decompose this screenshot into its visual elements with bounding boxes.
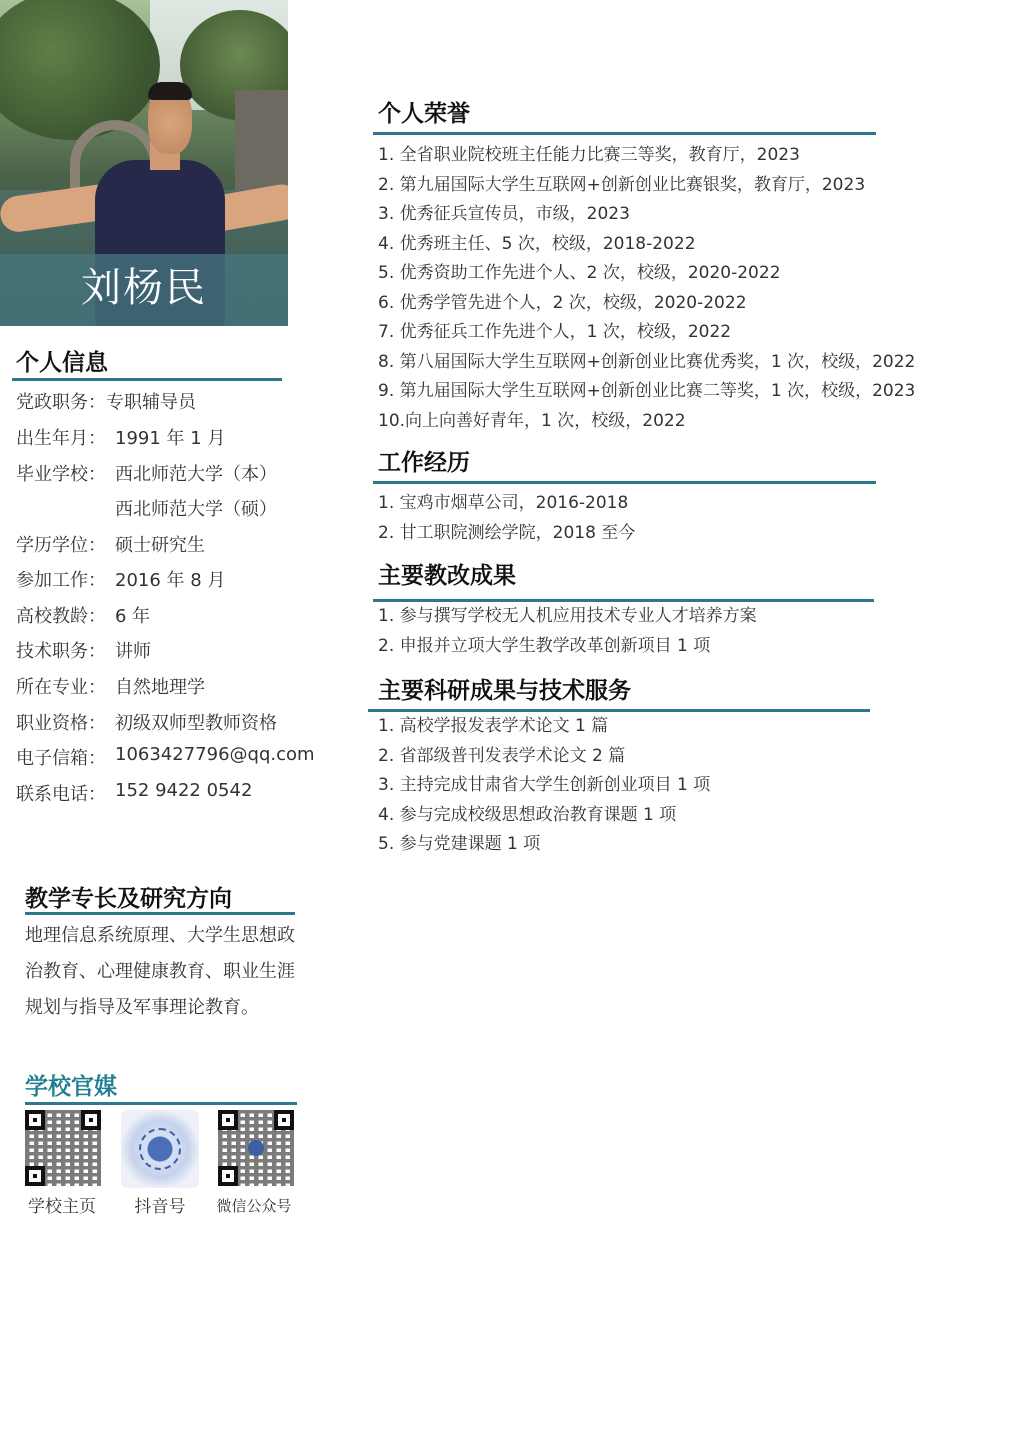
qr-finder [25,1110,45,1130]
info-label: 毕业学校： [16,464,106,485]
info-label: 技术职务： [16,641,106,662]
reform-title: 主要教改成果 [378,563,516,589]
photo-tree [0,0,160,140]
list-item: 7. 优秀征兵工作先进个人，1 次，校级，2022 [378,322,732,342]
info-value: 西北师范大学（本） [115,464,277,485]
info-row [16,709,277,739]
list-item: 4. 优秀班主任、5 次，校级，2018-2022 [378,233,696,254]
phone-value: 152 9422 0542 [115,780,253,801]
work-title: 工作经历 [378,450,470,476]
list-item: 1. 宝鸡市烟草公司，2016-2018 [378,493,629,513]
info-label: 电子信箱： [16,748,106,769]
list-item: 3. 优秀征兵宣传员，市级，2023 [378,204,630,224]
info-row [16,637,151,667]
honors-list [378,141,915,436]
qr-finder [218,1110,238,1130]
qr-finder [274,1110,294,1130]
teaching-title: 教学专长及研究方向 [25,886,232,912]
list-item: 5. 参与党建课题 1 项 [378,834,541,854]
qr-label: 微信公众号 [216,1197,292,1215]
info-row [16,673,205,703]
info-row [16,388,196,418]
info-value: 初级双师型教师资格 [115,713,277,734]
info-label: 参加工作： [16,570,106,591]
qr-finder [218,1166,238,1186]
info-value: 硕士研究生 [115,535,205,556]
qr-code-homepage[interactable] [25,1110,101,1186]
section-divider [25,1102,297,1105]
work-list [378,489,635,548]
photo-hair [148,82,192,100]
section-divider [25,912,295,915]
section-divider [373,481,876,484]
teaching-text: 地理信息系统原理、大学生思想政治教育、心理健康教育、职业生涯规划与指导及军事理论教育。 [25,925,295,1018]
list-item: 2. 省部级普刊发表学术论文 2 篇 [378,745,626,766]
qr-finder [25,1166,45,1186]
person-name: 刘杨民 [81,265,207,311]
section-divider [373,132,876,135]
info-value: 2016 年 8 月 [115,570,226,591]
list-item: 1. 全省职业院校班主任能力比赛三等奖，教育厅，2023 [378,145,800,165]
info-label: 高校教龄： [16,606,106,627]
info-label: 党政职务： [16,392,106,413]
reform-list [378,602,757,661]
school-logo-icon [248,1140,264,1156]
info-label: 出生年月： [16,428,106,449]
school-logo-icon [139,1128,181,1170]
list-item: 2. 甘工职院测绘学院，2018 至今 [378,522,636,543]
qr-label: 抖音号 [134,1197,186,1217]
info-row [16,602,151,632]
research-list [378,712,710,860]
info-row [16,780,253,810]
email-value[interactable]: 1063427796@qq.com [115,744,315,765]
douyin-qr-code[interactable] [121,1110,199,1188]
honors-title: 个人荣誉 [378,101,470,127]
personal-info-title: 个人信息 [16,350,108,376]
info-row [16,744,315,774]
info-value: 西北师范大学（硕） [115,499,277,520]
section-divider [12,378,282,381]
list-item: 6. 优秀学管先进个人，2 次，校级，2020-2022 [378,292,747,313]
profile-photo [0,0,288,326]
info-row [16,531,205,561]
qr-finder [81,1110,101,1130]
qr-code-wechat[interactable] [218,1110,294,1186]
list-item: 2. 第九届国际大学生互联网+创新创业比赛银奖，教育厅，2023 [378,174,866,195]
list-item: 2. 申报并立项大学生教学改革创新项目 1 项 [378,635,711,656]
info-label: 所在专业： [16,677,106,698]
list-item: 5. 优秀资助工作先进个人、2 次，校级，2020-2022 [378,263,781,283]
info-row [16,566,226,596]
list-item: 8. 第八届国际大学生互联网+创新创业比赛优秀奖，1 次，校级，2022 [378,351,916,372]
list-item: 1. 参与撰写学校无人机应用技术专业人才培养方案 [378,606,757,626]
list-item: 10.向上向善好青年，1 次，校级，2022 [378,410,686,431]
info-value: 1991 年 1 月 [115,428,226,449]
info-label: 职业资格： [16,713,106,734]
info-label: 联系电话： [16,784,106,805]
info-label: 学历学位： [16,535,106,556]
list-item: 3. 主持完成甘肃省大学生创新创业项目 1 项 [378,775,711,795]
info-value: 专职辅导员 [106,392,196,413]
info-value: 6 年 [115,606,151,627]
info-row [16,460,277,490]
list-item: 1. 高校学报发表学术论文 1 篇 [378,716,609,736]
info-value: 讲师 [115,641,151,662]
qr-label: 学校主页 [28,1197,96,1217]
media-title: 学校官媒 [25,1074,117,1100]
info-value: 自然地理学 [115,677,205,698]
list-item: 9. 第九届国际大学生互联网+创新创业比赛二等奖，1 次，校级，2023 [378,381,916,401]
list-item: 4. 参与完成校级思想政治教育课题 1 项 [378,804,677,825]
info-row [16,424,226,454]
research-title: 主要科研成果与技术服务 [378,678,631,704]
